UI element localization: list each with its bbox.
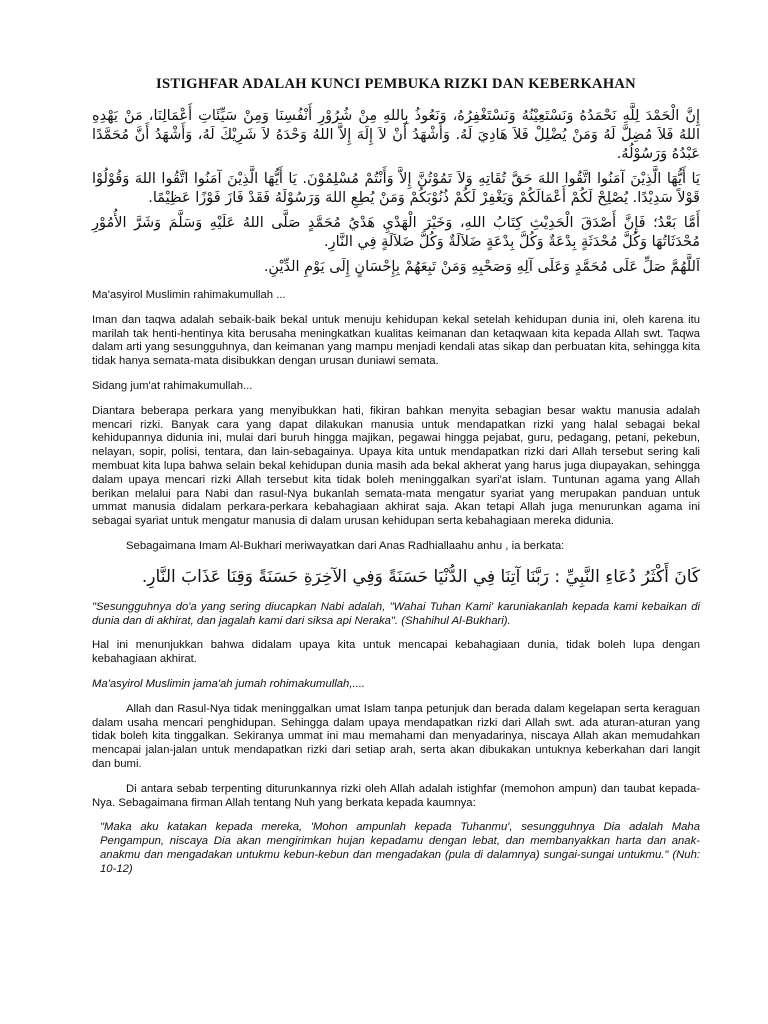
greeting-paragraph: Sidang jum'at rahimakumullah...: [92, 379, 253, 392]
body-paragraph: Iman dan taqwa adalah sebaik-baik bekal untuk menuju kehidupan kekal setelah kehidupan dunia ini, oleh karena itu marilah tak henti-hentinya kita berusaha meningkatkan kualitas keimanan dan ketaqwaan kita kepada Allah swt. Taqwa dalam arti yang sesungguhnya, dan keimanan yang mampu menjadi kendali atas sikap dan perbuatan kita, sehingga kita tidak hanya semata-mata disibukkan dengan urusan duniawi semata.: [92, 313, 700, 368]
hadith-intro: Sebagaimana Imam Al-Bukhari meriwayatkan dari Anas Radhiallaahu anhu , ia berkata:: [126, 539, 565, 552]
quran-translation: "Maka aku katakan kepada mereka, 'Mohon ampunlah kepada Tuhanmu', sesungguhnya Dia adalah Maha Pengampun, niscaya Dia akan mengirimkan hujan kepadamu dengan lebat, dan membanyakkan harta dan anak-anakmu dan mengadakan untukmu kebun-kebun dan mengadakan (pula di dalamnya) sungai-sungai untukmu." (Nuh: 10-12): [100, 821, 700, 875]
body-paragraph: Diantara beberapa perkara yang menyibukkan hati, fikiran bahkan menyita sebagian besar waktu manusia adalah mencari rizki. Banyak cara yang dapat dilakukan manusia untuk mendapatkan rizki yang halal sebagai bekal kehidupannya didunia ini, mulai dari buruh hingga majikan, pegawai hingga pejabat, guru, pedagang, petani, pekebun, nelayan, sopir, polisi, tentara, dan lain-sebagainya. Upaya kita untuk mendapatkan rizki dari Allah tersebut sering kali membuat kita lupa bahwa selain bekal kehidupan dunia masih ada bekal akherat yang harus juga diupayakan, sehingga dalam upaya mencari rizki Allah tersebut kita tidak boleh meninggalkan syari'at islam. Tuntunan agama yang Allah berikan melalui para Nabi dan rasul-Nya bukanlah semata-mata mengatur syariat yang merupakan panduan untuk ummat manusia didalam perkara-perkara kebahagiaan akhirat saja. Akan tetapi Allah juga menurunkan agama ini sebagai syariat untuk mengatur manusia di dalam urusan kehidupan serta kebahagiaan mereka didunia.: [92, 404, 700, 528]
greeting-paragraph: Ma'asyirol Muslimin rahimakumullah ...: [92, 289, 286, 301]
arabic-khutbah-opening: [92, 107, 700, 277]
arabic-paragraph: يَا أَيُّهَا الَّذِيْنَ آمَنُوا اتَّقُوا اللهَ حَقَّ تُقَاتِهِ وَلاَ تَمُوْتُنَّ إِلاَّ وَأَنْتُمْ مُسْلِمُوْنَ. يَا أَيُّهَا الَّذِيْنَ آمَنُوا اتَّقُوا اللهَ وَقُوْلُوْا قَوْلاً سَدِيْدًا. يُصْلِحْ لَكُمْ أَعْمَالَكُمْ وَيَغْفِرْ لَكُمْ ذُنُوْبَكُمْ وَمَنْ يُطِعِ اللهَ وَرَسُوْلَهُ فَقَدْ فَازَ فَوْزًا عَظِيْمًا.: [92, 171, 700, 206]
greeting-paragraph: Ma'asyirol Muslimin jama'ah jumah rohimakumullah,....: [92, 677, 366, 690]
body-paragraph: Allah dan Rasul-Nya tidak meninggalkan umat Islam tanpa petunjuk dan berada dalam kegelapan serta keraguan dalam usaha mencari penghidupan. Sehingga dalam upaya mendapatkan rizki dari Allah swt. ada aturan-aturan yang tidak boleh kita tinggalkan. Sekiranya ummat ini mau memahami dan menyadarinya, niscaya Allah akan memudahkan mencapai jalan-jalan untuk mendapatkan rizki dari setiap arah, serta akan dibukakan untuknya keberkahan dari langit dan bumi.: [92, 702, 700, 770]
hadith-intro-block: [92, 540, 700, 554]
hadith-translation: "Sesungguhnya do'a yang sering diucapkan Nabi adalah, "Wahai Tuhan Kami' karuniakanlah kepada kami kebaikan di dunia dan di akhirat, dan jagalah kami dari siksa api Neraka". (Shahihul Al-Bukhari).: [92, 600, 700, 627]
body-paragraph: Hal ini menunjukkan bahwa didalam upaya kita untuk mencapai kebahagiaan dunia, tidak boleh lupa dengan kebahagiaan akhirat.: [92, 639, 700, 666]
arabic-paragraph: اَللَّهُمَّ صَلِّ عَلَى مُحَمَّدٍ وَعَلَى آلِهِ وَصَحْبِهِ وَمَنْ تَبِعَهُمْ بِإِحْسَانٍ إِلَى يَوْمِ الدِّيْنِ.: [263, 259, 700, 275]
hadith-arabic-text: كَانَ أَكْثَرُ دُعَاءِ النَّبِيِّ : رَبَّنَا آتِنَا فِي الدُّنْيَا حَسَنَةً وَفِي الآخِرَةِ حَسَنَةً وَقِنَا عَذَابَ النَّارِ.: [141, 566, 700, 587]
arabic-paragraph: أَمَّا بَعْدُ؛ فَإِنَّ أَصْدَقَ الْحَدِيْثِ كِتَابُ اللهِ، وَخَيْرَ الْهَدْيِ هَدْيُ مُحَمَّدٍ صَلَّى اللهُ عَلَيْهِ وَسَلَّمَ وَشَرَّ الأُمُوْرِ مُحْدَثَاتُهَا وَكُلَّ مُحْدَثَةٍ بِدْعَةٌ وَكُلَّ بِدْعَةٍ ضَلاَلَةٌ وَكُلَّ ضَلاَلَةٍ فِي النَّارِ.: [92, 215, 700, 250]
arabic-paragraph: إِنَّ الْحَمْدَ لِلَّهِ نَحْمَدُهُ وَنَسْتَعِيْنُهُ وَنَسْتَغْفِرُهُ، وَنَعُوذُ بِاللهِ مِنْ شُرُوْرِ أَنْفُسِنَا وَمِنْ سَيِّئَاتِ أَعْمَالِنَا، مَنْ يَهْدِهِ اللهُ فَلاَ مُضِلَّ لَهُ وَمَنْ يُضْلِلْ فَلاَ هَادِيَ لَهُ. وَأَشْهَدُ أَنْ لاَ إِلَهَ إِلاَّ اللهُ وَحْدَهُ لاَ شَرِيْكَ لَهُ، وَأَشْهَدُ أَنَّ مُحَمَّدًا عَبْدُهُ وَرَسُوْلُهُ.: [92, 108, 700, 162]
document-title: ISTIGHFAR ADALAH KUNCI PEMBUKA RIZKI DAN KEBERKAHAN: [156, 76, 636, 92]
body-paragraph: Di antara sebab terpenting diturunkannya rizki oleh Allah adalah istighfar (memohon ampun) dan taubat kepada-Nya. Sebagaimana firman Allah tentang Nuh yang berkata kepada kaumnya:: [92, 782, 700, 809]
